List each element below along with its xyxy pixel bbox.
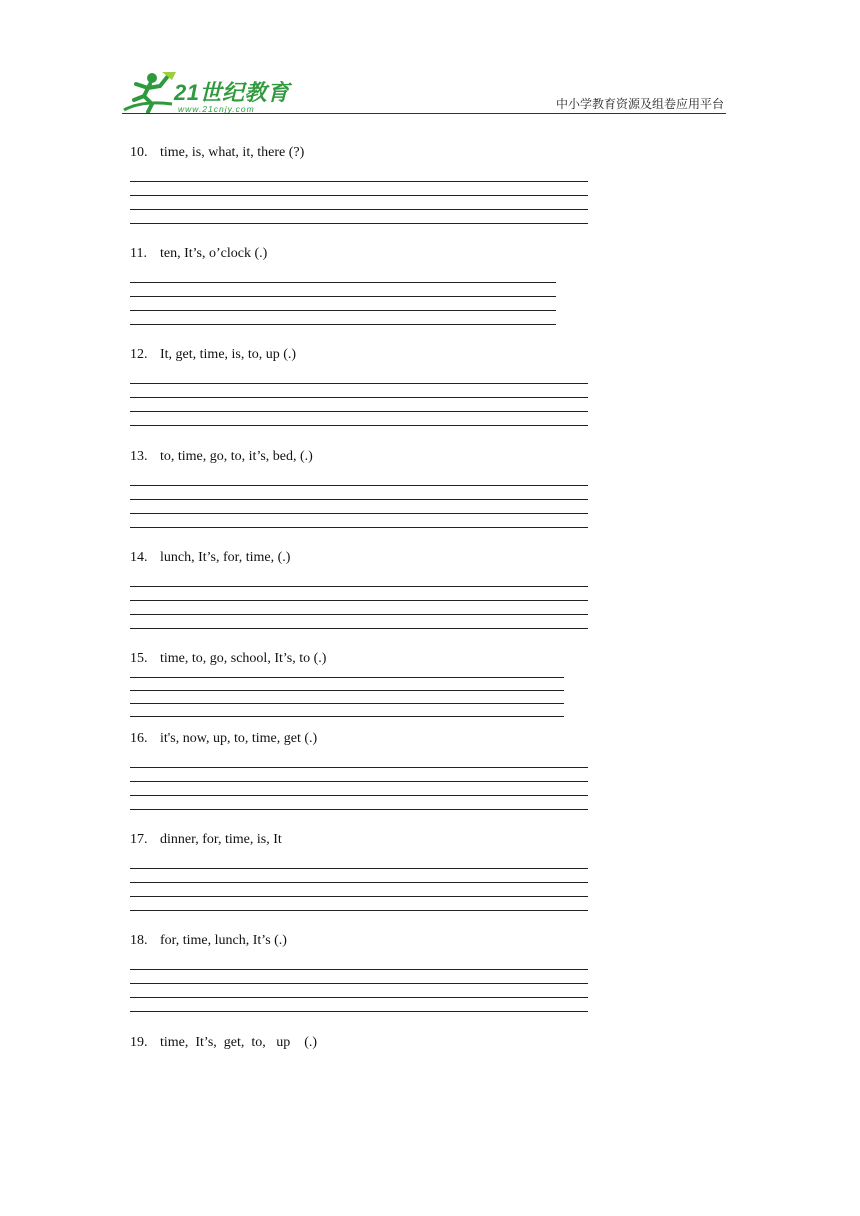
logo-url: www.21cnjy.com — [178, 104, 255, 114]
question-words: lunch, It’s, for, time, (.) — [160, 550, 291, 565]
question-words: for, time, lunch, It’s (.) — [160, 933, 287, 948]
question-number: 15. — [130, 651, 148, 666]
answer-line[interactable] — [130, 383, 588, 384]
question-text — [130, 347, 296, 363]
question-text — [130, 246, 267, 262]
question-text — [130, 933, 287, 949]
question-words: time, It’s, get, to, up (.) — [160, 1035, 318, 1050]
question-number: 16. — [130, 731, 148, 746]
answer-line[interactable] — [130, 716, 564, 717]
answer-line[interactable] — [130, 485, 588, 486]
answer-line[interactable] — [130, 586, 588, 587]
platform-title: 中小学教育资源及组卷应用平台 — [555, 97, 724, 111]
answer-line[interactable] — [130, 767, 588, 768]
answer-line[interactable] — [130, 499, 588, 500]
answer-line[interactable] — [130, 397, 588, 398]
question-text — [130, 449, 313, 465]
question-number: 13. — [130, 449, 148, 464]
answer-line[interactable] — [130, 600, 588, 601]
answer-line[interactable] — [130, 282, 556, 283]
question-number: 14. — [130, 550, 148, 565]
question-words: dinner, for, time, is, It — [160, 832, 282, 847]
answer-line[interactable] — [130, 868, 588, 869]
answer-line[interactable] — [130, 809, 588, 810]
answer-line[interactable] — [130, 781, 588, 782]
question-text — [130, 550, 290, 566]
answer-line[interactable] — [130, 296, 556, 297]
answer-line[interactable] — [130, 677, 564, 678]
question-text — [130, 731, 317, 747]
question-number: 10. — [130, 145, 148, 160]
answer-line[interactable] — [130, 896, 588, 897]
answer-line[interactable] — [130, 195, 588, 196]
question-text — [130, 145, 304, 161]
question-words: time, is, what, it, there (?) — [160, 145, 305, 160]
question-number: 19. — [130, 1035, 148, 1050]
answer-line[interactable] — [130, 1011, 588, 1012]
answer-line[interactable] — [130, 795, 588, 796]
answer-line[interactable] — [130, 209, 588, 210]
question-number: 11. — [130, 246, 147, 261]
logo-text: 21世纪教育 — [174, 80, 290, 105]
question-number: 12. — [130, 347, 148, 362]
answer-line[interactable] — [130, 425, 588, 426]
answer-line[interactable] — [130, 690, 564, 691]
header-divider — [122, 113, 726, 114]
answer-line[interactable] — [130, 997, 588, 998]
answer-line[interactable] — [130, 614, 588, 615]
answer-line[interactable] — [130, 628, 588, 629]
question-words: ten, It’s, o’clock (.) — [160, 246, 268, 261]
question-words: It, get, time, is, to, up (.) — [160, 347, 297, 362]
answer-line[interactable] — [130, 910, 588, 911]
answer-line[interactable] — [130, 181, 588, 182]
answer-line[interactable] — [130, 310, 556, 311]
answer-line[interactable] — [130, 527, 588, 528]
page-header — [0, 0, 860, 120]
question-words: to, time, go, to, it’s, bed, (.) — [160, 449, 313, 464]
answer-line[interactable] — [130, 969, 588, 970]
question-text — [130, 832, 282, 848]
answer-line[interactable] — [130, 411, 588, 412]
answer-line[interactable] — [130, 223, 588, 224]
question-text — [130, 1035, 317, 1051]
logo — [122, 70, 302, 116]
answer-line[interactable] — [130, 513, 588, 514]
question-text — [130, 651, 326, 667]
answer-line[interactable] — [130, 324, 556, 325]
question-number: 18. — [130, 933, 148, 948]
question-words: time, to, go, school, It’s, to (.) — [160, 651, 327, 666]
answer-line[interactable] — [130, 882, 588, 883]
question-number: 17. — [130, 832, 148, 847]
question-words: it's, now, up, to, time, get (.) — [160, 731, 318, 746]
answer-line[interactable] — [130, 983, 588, 984]
answer-line[interactable] — [130, 703, 564, 704]
runner-logo-icon — [122, 70, 178, 114]
